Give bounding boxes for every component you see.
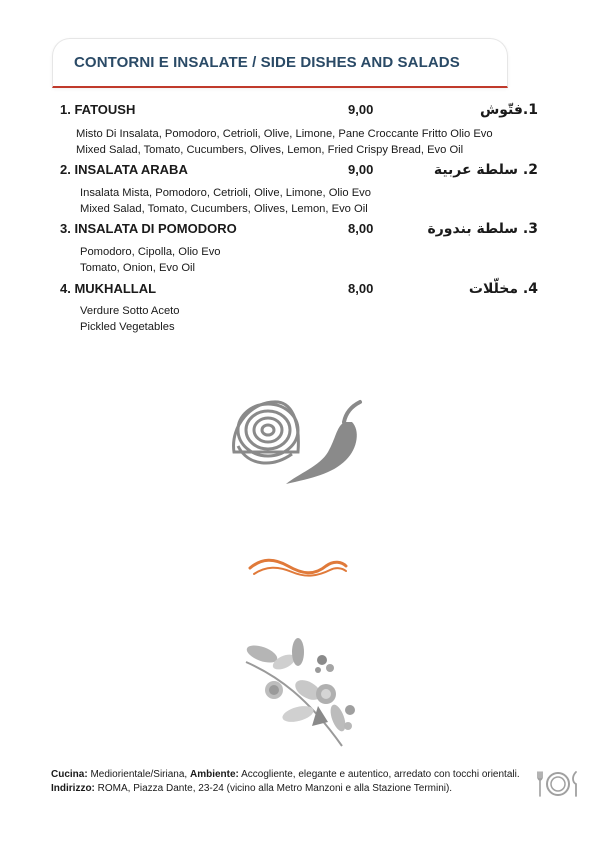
item-price: 9,00 — [348, 162, 374, 177]
item-description-it: Verdure Sotto Aceto — [80, 305, 180, 317]
item-name: 1. FATOUSH — [60, 102, 136, 117]
wave-divider-icon — [248, 556, 348, 578]
item-price: 8,00 — [348, 281, 374, 296]
item-arabic-name: 2. سلطة عربية — [433, 162, 538, 178]
footer-indirizzo-label: Indirizzo: — [51, 783, 95, 794]
section-header — [52, 38, 508, 88]
item-description-en: Mixed Salad, Tomato, Cucumbers, Olives, Lemon, Fried Crispy Bread, Evo Oil — [76, 144, 464, 156]
item-description-it: Insalata Mista, Pomodoro, Cetrioli, Olive, Limone, Olio Evo — [80, 187, 371, 199]
item-arabic-name: 3. سلطة بندورة — [427, 221, 538, 237]
item-name: 3. INSALATA DI POMODORO — [60, 221, 237, 236]
footer-ambiente-value: Accogliente, elegante e autentico, arredato con tocchi orientali. — [241, 769, 520, 780]
item-name: 2. INSALATA ARABA — [60, 162, 188, 177]
footer-cucina-label: Cucina — [51, 769, 85, 780]
footer-indirizzo-value: ROMA, Piazza Dante, 23-24 (vicino alla Metro Manzoni e alla Stazione Termini). — [97, 783, 453, 794]
item-price: 9,00 — [348, 102, 374, 117]
item-description-it: Misto Di Insalata, Pomodoro, Cetrioli, Olive, Limone, Pane Croccante Fritto Olio Evo — [76, 128, 493, 140]
footer-info — [51, 768, 531, 796]
item-arabic-name: 1.فتّوش — [479, 102, 538, 118]
onion-chili-icon — [228, 396, 368, 492]
section-title: CONTORNI E INSALATE / SIDE DISHES AND SALADS — [74, 54, 460, 71]
item-description-en: Tomato, Onion, Evo Oil — [80, 262, 196, 274]
plate-cutlery-icon — [536, 770, 580, 798]
item-description-en: Pickled Vegetables — [80, 321, 175, 333]
item-description-en: Mixed Salad, Tomato, Cucumbers, Olives, Lemon, Evo Oil — [80, 203, 368, 215]
footer-cucina-value: Mediorientale/Siriana, — [90, 769, 188, 780]
item-name: 4. MUKHALLAL — [60, 281, 157, 296]
herbs-illustration-icon — [238, 636, 362, 754]
item-arabic-name: 4. مخلّلات — [468, 281, 538, 297]
footer-colon: : — [84, 769, 88, 780]
footer-ambiente-label: Ambiente: — [189, 769, 239, 780]
item-description-it: Pomodoro, Cipolla, Olio Evo — [80, 246, 221, 258]
item-price: 8,00 — [348, 221, 374, 236]
